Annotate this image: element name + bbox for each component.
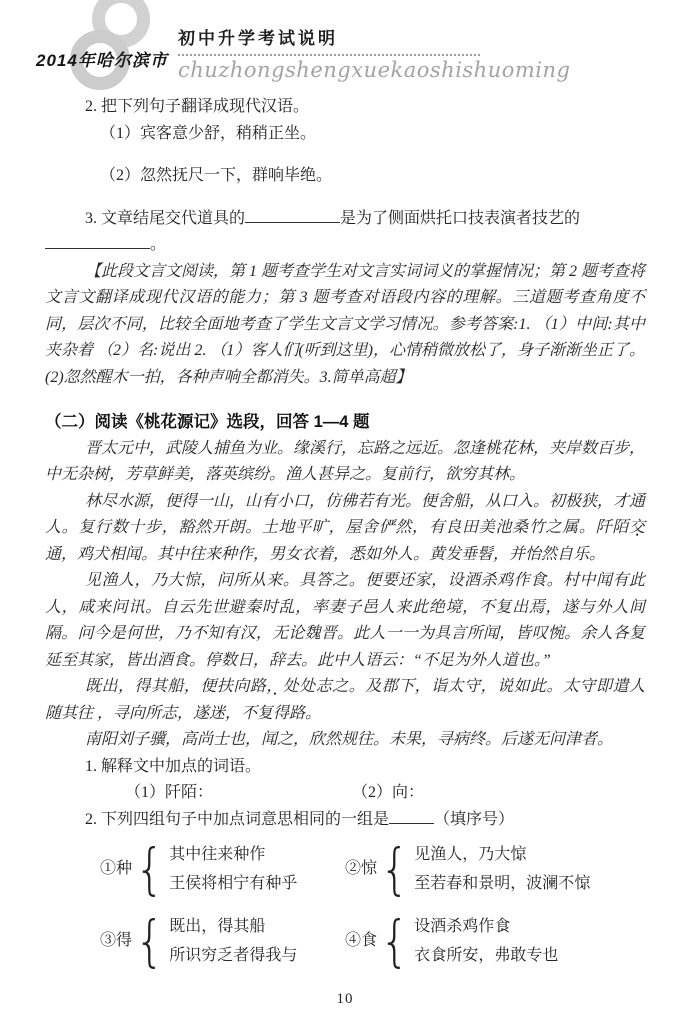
question-2b-line (45, 807, 645, 834)
question-1-item-2: （2）向： (352, 784, 425, 801)
question-1-item-1: （1）阡陌： (125, 784, 214, 801)
dotted-divider (178, 54, 480, 56)
option-group-2-line-1: 见渔人，乃大惊 • (414, 840, 590, 869)
question-3-text-middle: 是为了侧面烘托口技表演者技艺的 (340, 209, 581, 227)
question-2b-text-after: （填序号） (434, 810, 515, 828)
brace-icon: { (135, 908, 165, 974)
option-group-row-2 (100, 908, 645, 974)
brace-icon: { (380, 908, 410, 974)
question-2b-text-before: 2. 下列四组句子中加点词意思相同的一组是 (85, 810, 390, 828)
question-2-item-1: （1）宾客意少舒，稍稍正坐。 (100, 124, 317, 142)
answer-blank-1 (245, 208, 340, 223)
page-title: 初中升学考试说明 (178, 29, 338, 48)
commentary-note: 【此段文言文阅读，第 1 题考查学生对文言实词词义的掌握情况；第 2 题考查将文言文翻译成现代汉语的能力；第 3 题考查对语段内容的理解。三道题考查角度不同，层次不同，比较全面地考查了学生文言文学习情况。参考答案:1. （1）中间:其中夹杂着 （2）名:说出 2. （1）客人们(听到这里)，心情稍微放松了，身子渐渐坐正了。(2)忽然醒木一拍，各种声响全都消失。3.简单高超】 (45, 262, 646, 386)
option-group-3 (100, 908, 345, 974)
passage-text (45, 436, 645, 754)
brace-icon: { (380, 836, 410, 902)
header-title-block (178, 24, 648, 82)
option-group-1-label: ①种 (100, 859, 133, 877)
passage-paragraph-5: 南阳刘子骥，高尚士也，闻之，欣然规往。未果，寻病终。后遂无问津者。 (85, 731, 614, 748)
pinyin-subtitle: chuzhongshengxuekaoshishuoming (178, 58, 571, 82)
page-content (45, 90, 645, 1013)
option-group-3-label: ③得 (100, 931, 133, 949)
question-2-item-2: （2）忽然抚尺一下，群响毕绝。 (100, 167, 333, 184)
option-group-2-label: ②惊 (345, 859, 378, 877)
brace-icon: { (135, 836, 165, 902)
option-group-4 (345, 908, 559, 974)
option-group-1-line-2: 王侯将相宁有种 •乎 (169, 869, 297, 898)
answer-blank-2 (45, 234, 150, 249)
option-group-2 (345, 836, 591, 902)
option-group-4-line-2: 衣食 •所安，弗敢专也 (414, 941, 558, 970)
question-3-text-before: 3. 文章结尾交代道具的 (85, 209, 246, 227)
question-1-label: 1. 解释文中加点的词语。 (85, 757, 262, 775)
passage-paragraph-4: 既出，得其船，便扶向路，处处志之。及郡下，诣太守，说如此。太守即遣人随其往 ，寻向所志，遂迷，不复得路。 (45, 678, 645, 722)
option-group-1-line-1: 其中往来种 •作 (169, 840, 297, 869)
passage-paragraph-1: 晋太元中，武陵人捕鱼为业。缘溪行，忘路之远近。忽逢桃花林，夹岸数百步，中无杂树，芳草鲜美，落英缤纷。渔人甚异之。复前行，欲穷其林。 (45, 439, 646, 483)
question-1-items (45, 780, 645, 807)
passage-paragraph-3: 见渔人，乃大惊，问所从来。具答之。便要还家，设酒杀鸡作食。村中闻有此人，咸来问讯。自云先世避秦时乱，率妻子邑人来此绝境，不复出焉，遂与外人间隔。问今是何世，乃不知有汉，无论魏晋。此人一一为具言所闻，皆叹惋。余人各复延至其家，皆出酒食。停数日，辞去。此中人语云：“不足为外人道也。” (45, 572, 645, 669)
question-2-label: 2. 把下列句子翻译成现代汉语。 (85, 98, 310, 115)
year-city-label: 2014年哈尔滨市 (36, 51, 168, 70)
section-2-heading: （二）阅读《桃花源记》选段，回答 1—4 题 (45, 413, 370, 431)
answer-blank-3 (389, 809, 434, 824)
option-group-row-1 (100, 836, 645, 902)
option-group-2-line-2: 至若春和景明，波澜不惊 • (414, 869, 590, 898)
option-group-1 (100, 836, 345, 902)
option-group-4-label: ④食 (345, 931, 378, 949)
page-header (0, 0, 700, 90)
option-group-3-line-1: 既出，得 •其船 (169, 912, 297, 941)
question-3-text-end: 。 (150, 236, 167, 253)
question-3-line (45, 206, 645, 259)
page-number: 10 (336, 991, 354, 1007)
option-group-3-line-2: 所识穷乏者得 •我与 (169, 941, 297, 970)
option-group-4-line-1: 设酒杀鸡作食 • (414, 912, 558, 941)
passage-paragraph-2: 林尽水源，便得一山，山有小口，仿佛若有光。便舍船，从口入。初极狭，才通人。复行数十步，豁然开朗。土地平旷，屋舍俨然，有良田美池桑竹之属。阡陌交通，鸡犬相闻。其中往来种作，男女衣着，悉如外人。黄发垂髫，并怡然自乐。 (45, 492, 646, 563)
